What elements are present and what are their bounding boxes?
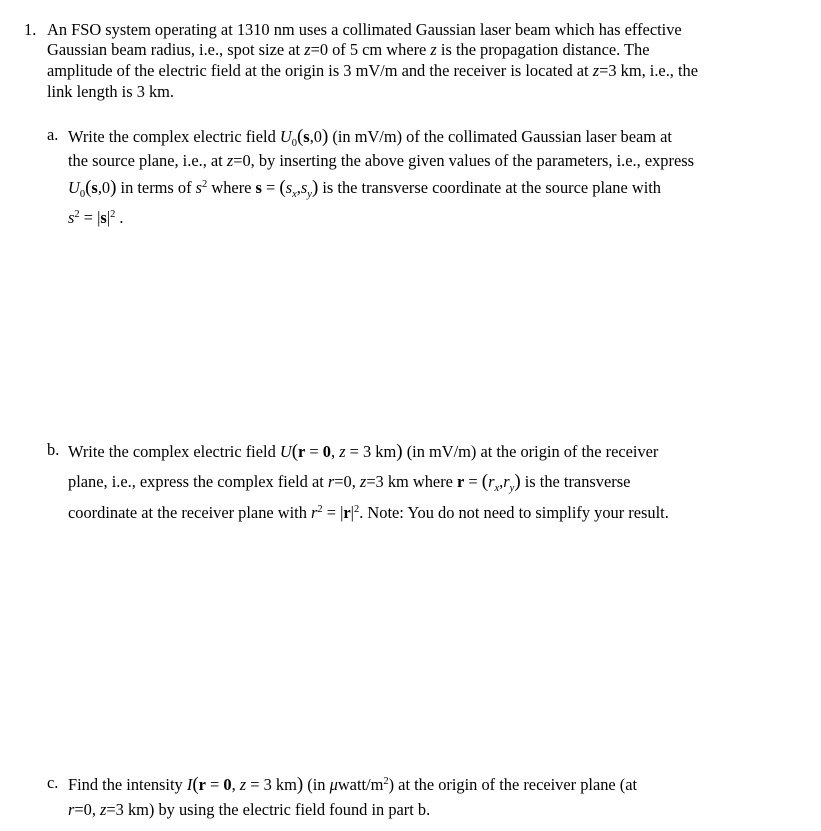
part-c-label: c. <box>47 773 59 792</box>
formula-u0-repeat: $U_0(s,0)$ <box>68 177 117 200</box>
part-b-line-2: plane, i.e., express the complex field at r=0, z=3 km where $r = (r_x,r_y)$ is the transverse <box>68 471 631 494</box>
intro-line-2: Gaussian beam radius, i.e., spot size at z=0 of 5 cm where z is the propagation distance. The <box>47 40 650 59</box>
intro-line-1: An FSO system operating at 1310 nm uses a collimated Gaussian laser beam which has effective <box>47 20 682 39</box>
formula-s-vector: $s = (s_x,s_y)$ <box>255 177 319 200</box>
intro-line-3: amplitude of the electric field at the origin is 3 mV/m and the receiver is located at z=3 km, i.e., the <box>47 61 699 80</box>
part-b-label: b. <box>47 440 60 459</box>
part-a-label: a. <box>47 125 59 144</box>
formula-u0: $U_0(s,0)$ <box>279 126 329 149</box>
formula-intensity: I(r = 0, z = 3 km) <box>186 774 304 795</box>
formula-s-magnitude: $s^2 = |s|^2$ . <box>68 208 124 227</box>
intro-line-4: link length is 3 km. <box>47 82 175 101</box>
formula-r-vector: $r = (r_x,r_y)$ <box>457 471 521 494</box>
problem-number: 1. <box>24 20 37 39</box>
part-b-line-1: Write the complex electric field U(r = 0, z = 3 km) (in mV/m) at the origin of the receiver <box>68 441 659 462</box>
formula-r-magnitude: $r^2 = |r|^2$ <box>311 503 360 522</box>
part-c-line-1: Find the intensity I(r = 0, z = 3 km) (in μwatt/$m^2$) at the origin of the receiver plane (at <box>68 774 638 795</box>
part-c-line-2: r=0, z=3 km) by using the electric field found in part b. <box>68 800 431 819</box>
part-a-line-3: $U_0(s,0)$ in terms of $s^2$ where $s = (s_x,s_y)$ is the transverse coordinate at the source plane with <box>68 177 661 200</box>
part-a-line-1: Write the complex electric field $U_0(s,0)$ (in mV/m) of the collimated Gaussian laser beam at <box>68 126 672 149</box>
part-b-line-3: coordinate at the receiver plane with $r^2 = |r|^2$. Note: You do not need to simplify your result. <box>68 503 669 522</box>
part-a-line-2: the source plane, i.e., at z=0, by inserting the above given values of the parameters, i.e., express <box>68 151 694 170</box>
formula-s-squared: $s^2$ <box>195 178 208 197</box>
formula-u-receiver: U(r = 0, z = 3 km) <box>279 441 403 462</box>
